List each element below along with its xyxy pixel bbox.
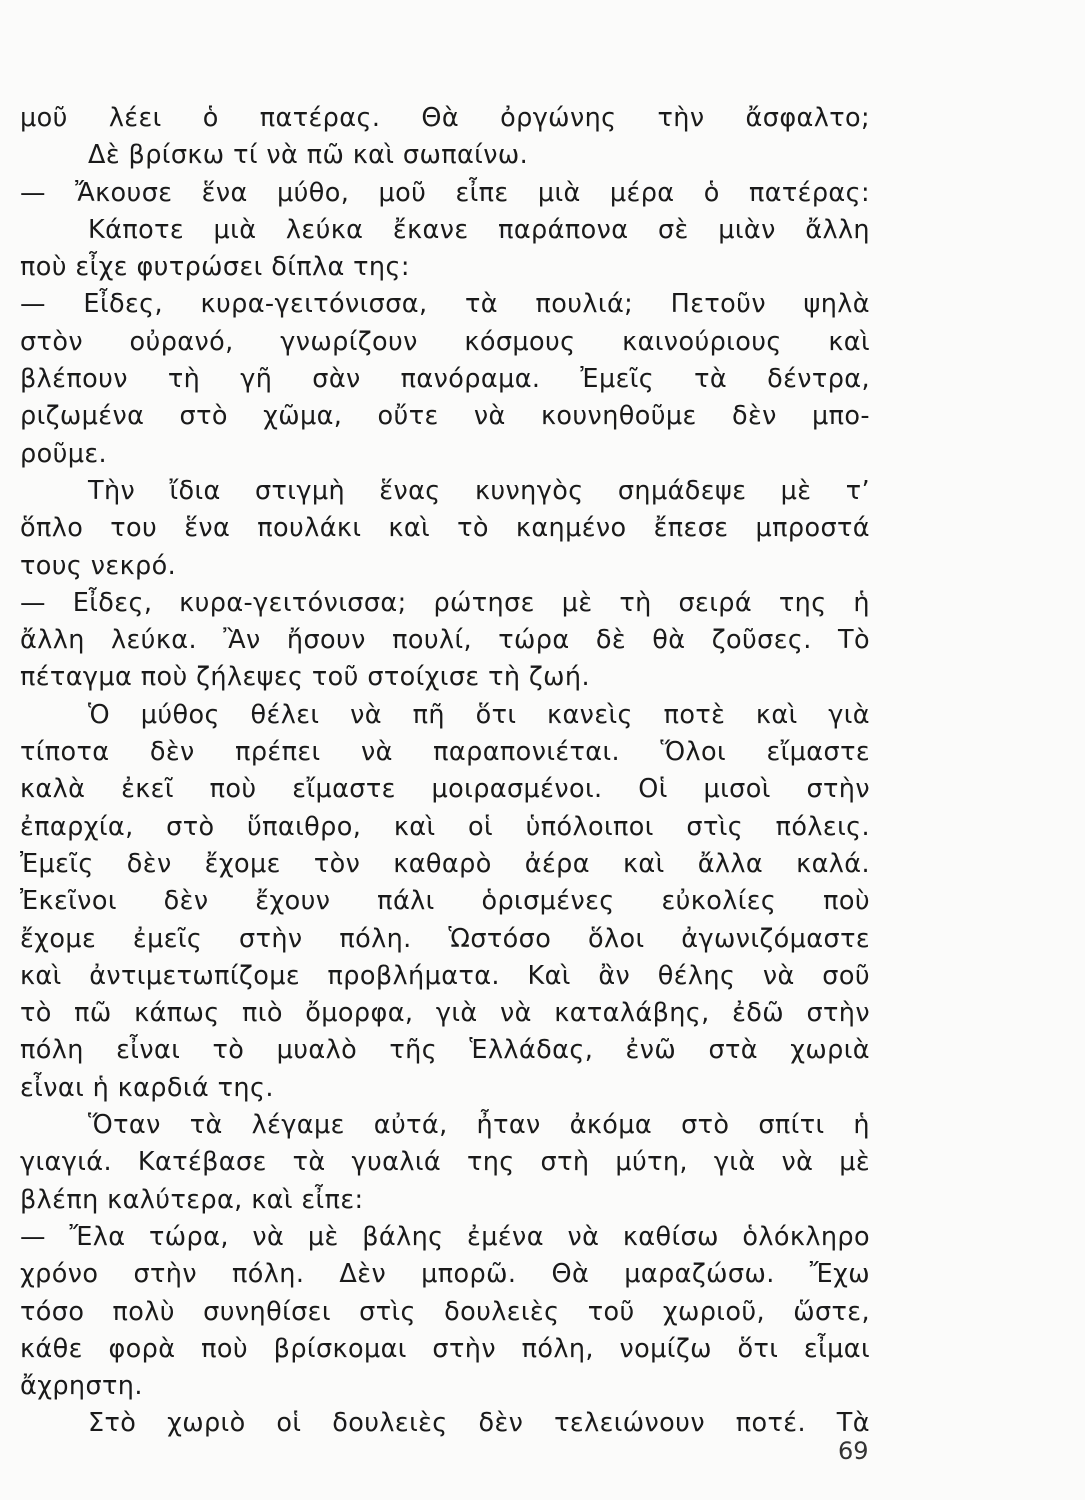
text-line: Τὴν ἴδια στιγμὴ ἕνας κυνηγὸς σημάδεψε μὲ τ’ (88, 475, 870, 506)
text-line: Δὲ βρίσκω τί νὰ πῶ καὶ σωπαίνω. (88, 140, 529, 171)
text-line: ποὺ εἶχε φυτρώσει δίπλα της: (20, 252, 410, 283)
text-line: γιαγιά. Κατέβασε τὰ γυαλιά της στὴ μύτη, γιὰ νὰ μὲ (20, 1147, 870, 1178)
text-line: βλέπουν τὴ γῆ σὰν πανόραμα. Ἐμεῖς τὰ δέντρα, (20, 364, 870, 395)
text-line: Ὁ μύθος θέλει νὰ πῆ ὅτι κανεὶς ποτὲ καὶ γιὰ (88, 699, 870, 730)
text-line: Ἐμεῖς δὲν ἔχομε τὸν καθαρὸ ἀέρα καὶ ἄλλα καλά. (20, 848, 870, 879)
text-line: — Εἶδες, κυρα-γειτόνισσα, τὰ πουλιά; Πετοῦν ψηλὰ (20, 289, 870, 320)
text-line: ἄλλη λεύκα. Ἂν ἤσουν πουλί, τώρα δὲ θὰ ζοῦσες. Τὸ (20, 625, 870, 656)
text-line: ἐπαρχία, στὸ ὕπαιθρο, καὶ οἱ ὑπόλοιποι στὶς πόλεις. (20, 811, 870, 842)
text-line: ὅπλο του ἕνα πουλάκι καὶ τὸ καημένο ἔπεσε μπροστά (20, 513, 870, 544)
text-line: βλέπη καλύτερα, καὶ εἶπε: (20, 1184, 364, 1215)
text-line: — Ἔλα τώρα, νὰ μὲ βάλης ἐμένα νὰ καθίσω ὁλόκληρο (20, 1221, 870, 1252)
text-line: — Εἶδες, κυρα-γειτόνισσα; ρώτησε μὲ τὴ σειρά της ἡ (20, 587, 870, 618)
text-line: πόλη εἶναι τὸ μυαλὸ τῆς Ἑλλάδας, ἐνῶ στὰ χωριὰ (20, 1035, 870, 1066)
text-line: ἄχρηστη. (20, 1371, 143, 1402)
text-line: τόσο πολὺ συνηθίσει στὶς δουλειὲς τοῦ χωριοῦ, ὥστε, (20, 1296, 870, 1327)
text-line: ροῦμε. (20, 438, 108, 469)
text-line: Ἐκεῖνοι δὲν ἔχουν πάλι ὁρισμένες εὐκολίες ποὺ (20, 886, 870, 917)
text-line: πέταγμα ποὺ ζήλεψες τοῦ στοίχισε τὴ ζωή. (20, 662, 591, 693)
text-line: — Ἄκουσε ἕνα μύθο, μοῦ εἶπε μιὰ μέρα ὁ πατέρας: (20, 177, 870, 208)
page-number: 69 (838, 1437, 869, 1465)
text-line: μοῦ λέει ὁ πατέρας. Θὰ ὀργώνης τὴν ἄσφαλτο; (20, 103, 870, 133)
text-line: τίποτα δὲν πρέπει νὰ παραπονιέται. Ὅλοι εἴμαστε (20, 737, 870, 768)
text-line: Στὸ χωριὸ οἱ δουλειὲς δὲν τελειώνουν ποτέ. Τὰ (88, 1408, 870, 1439)
text-line: τους νεκρό. (20, 550, 177, 581)
text-line: ἔχομε ἐμεῖς στὴν πόλη. Ὡστόσο ὅλοι ἀγωνιζόμαστε (20, 923, 870, 954)
text-line: καλὰ ἐκεῖ ποὺ εἴμαστε μοιρασμένοι. Οἱ μισοὶ στὴν (20, 774, 870, 805)
text-line: Ὅταν τὰ λέγαμε αὐτά, ἦταν ἀκόμα στὸ σπίτι ἡ (88, 1110, 870, 1141)
text-line: καὶ ἀντιμετωπίζομε προβλήματα. Καὶ ἂν θέλης νὰ σοῦ (20, 960, 870, 991)
text-line: Κάποτε μιὰ λεύκα ἔκανε παράπονα σὲ μιὰν ἄλλη (88, 214, 870, 245)
body-text (20, 100, 870, 1443)
text-line: χρόνο στὴν πόλη. Δὲν μπορῶ. Θὰ μαραζώσω. Ἔχω (20, 1259, 870, 1290)
text-line: στὸν οὐρανό, γνωρίζουν κόσμους καινούριους καὶ (20, 326, 870, 357)
text-line: εἶναι ἡ καρδιά της. (20, 1072, 274, 1103)
text-line: κάθε φορὰ ποὺ βρίσκομαι στὴν πόλη, νομίζω ὅτι εἶμαι (20, 1333, 870, 1364)
text-line: τὸ πῶ κάπως πιὸ ὄμορφα, γιὰ νὰ καταλάβης, ἐδῶ στὴν (20, 998, 870, 1029)
text-line: ριζωμένα στὸ χῶμα, οὔτε νὰ κουνηθοῦμε δὲν μπο- (20, 401, 870, 432)
